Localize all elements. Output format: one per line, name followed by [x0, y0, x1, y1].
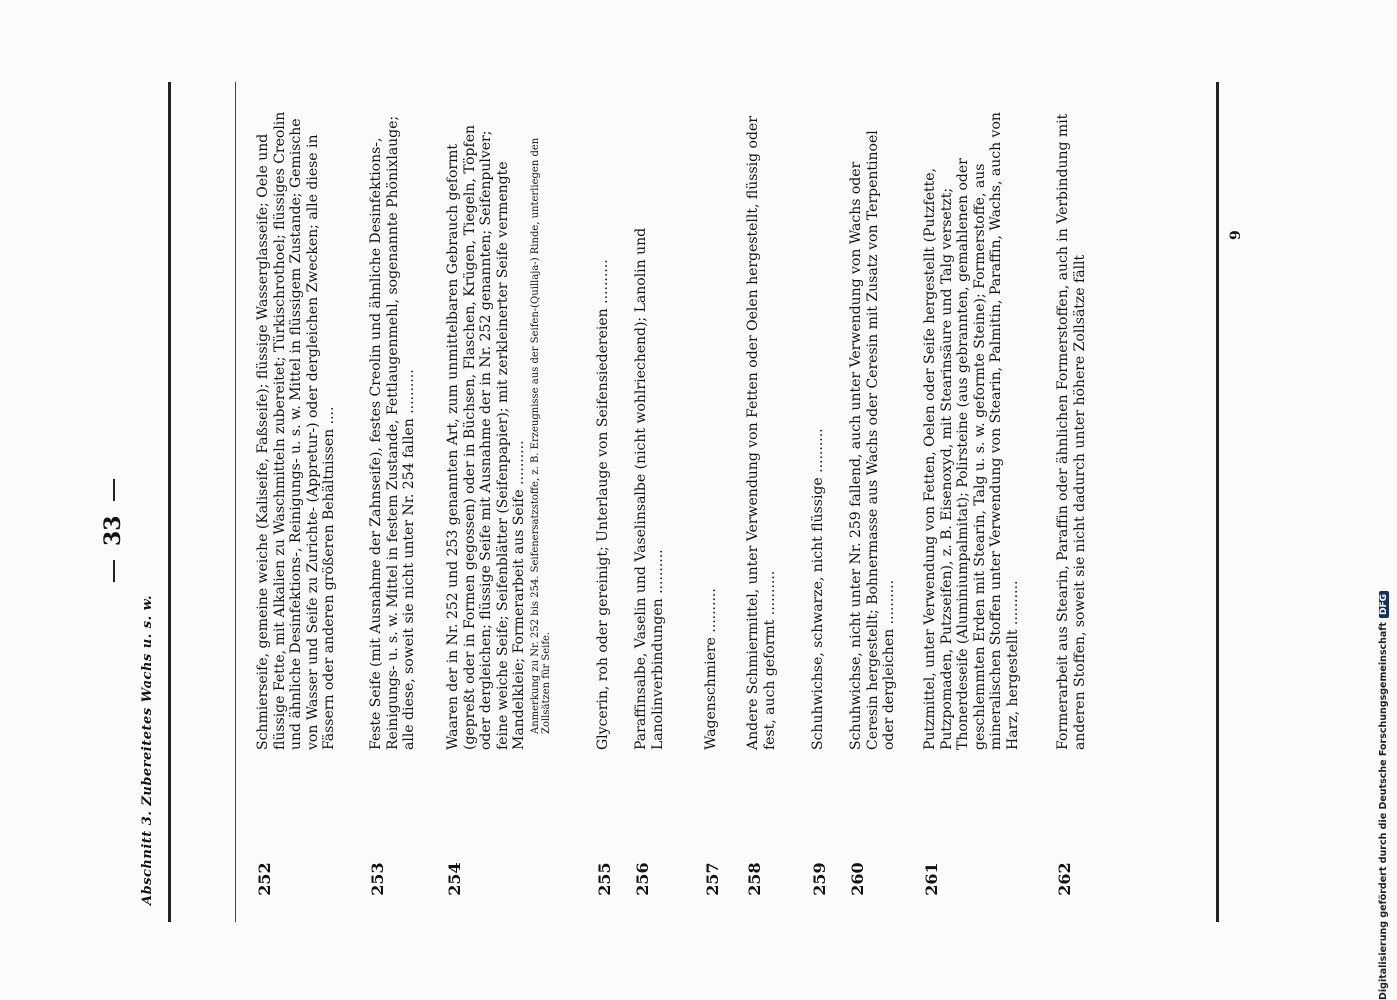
tariff-number: 260: [848, 862, 867, 896]
tariff-description: Putzmittel, unter Verwendung von Fetten, Oelen oder Seife hergestellt (Putzfette, Putzpomaden, Putzseifen), z. B. Eisenoxyd, mit Stearinsäure und Talg versetzt; Thonerdeseife (Aluminiumpalmitat); Polirsteine (aus gebrannten, gemahlenen oder geschlemmten Erden mit Stearin, Talg u. s. w. geformte Steine); Formerstoffe, aus mineralischen Stoffen unter Verwendung von Stearin, Palmitin, Paraffin, Wachs, auch von Harz, hergestellt ..........: [922, 112, 1021, 750]
tariff-description: Wagenschmiere ..........: [703, 588, 719, 750]
tariff-number: 258: [745, 862, 764, 896]
table-bottom-rule: [1216, 82, 1219, 922]
tariff-description: Schuhwichse, nicht unter Nr. 259 fallend, auch unter Verwendung von Wachs oder Ceresin hergestellt; Bohnermasse aus Wachs oder Ceresin mit Zusatz von Terpentinoel oder dergleichen ..........: [848, 130, 898, 750]
tariff-description: Schuhwichse, schwarze, nicht flüssige ..........: [810, 428, 826, 750]
tariff-number: 254: [445, 862, 464, 896]
tariff-number: 261: [922, 862, 941, 896]
tariff-description: Waaren der in Nr. 252 und 253 genannten Art, zum unmittelbaren Gebrauch geformt (gepreßt oder in Formen gegossen) oder in Büchsen, Flaschen, Krügen, Tiegeln, Töpfen oder dergleichen; flüssige Seife mit Ausnahme der in Nr. 252 genannten; Seifenpulver; feine weiche Seife; Seifenblätter (Seifenpapier); mit zerkleinerter Seife vermengte Mandelkleie; Formerarbeit aus Seife .......... Anmerkung zu Nr. 252 bis 254. Seifenersatzstoffe, z. B. Erzeugnisse aus der Seifen-(Quillaja-) Rinde, unterliegen den Zollsätzen für Seife.: [445, 110, 553, 750]
tariff-number: 256: [633, 862, 652, 896]
digitization-credit: Digitalisierung gefördert durch die Deutsche ForschungsgemeinschaftDFG: [1378, 0, 1389, 1000]
number-column-separator: [235, 82, 236, 922]
tariff-description: Glycerin, roh oder gereinigt; Unterlauge von Seifensiedereien ..........: [595, 259, 611, 750]
dash-right: [113, 479, 115, 501]
tariff-number: 253: [368, 862, 387, 896]
tariff-description: Paraffinsalbe, Vaselin und Vaselinsalbe (nicht wohlriechend); Lanolin und Lanolinverbindungen ..........: [633, 227, 666, 750]
table-top-rule: [168, 82, 171, 922]
page-number: 33: [100, 465, 126, 596]
tariff-note: Anmerkung zu Nr. 252 bis 254. Seifenersatzstoffe, z. B. Erzeugnisse aus der Seifen-(Quillaja-) Rinde, unterliegen den Zollsätzen für Seife.: [529, 137, 553, 734]
footer-page-number: 9: [1228, 230, 1244, 240]
tariff-number: 252: [255, 862, 274, 896]
tariff-number: 257: [703, 862, 722, 896]
tariff-description: Feste Seife (mit Ausnahme der Zahnseife), festes Creolin und ähnliche Desinfektions-, Reinigungs- u. s. w. Mittel in festem Zustande, Fettlaugenmehl, sogenannte Phönixlauge; alle diese, soweit sie nicht unter Nr. 254 fallen ..........: [368, 115, 418, 750]
tariff-description: Schmierseife, gemeine weiche (Kaliseife, Faßseife); flüssige Wasserglasseife; Oele und flüssige Fette, mit Alkalien zu Waschmitteln zubereitet; Türkischrothoel; flüssiges Creolin und ähnliche Desinfektions-, Reinigungs- u. s. w. Mittel in flüssigem Zustande; Gemische von Wasser und Seife zu Zurichte- (Appretur-) oder dergleichen Zwecken; alle diese in Fässern oder anderen größeren Behältnissen ....: [255, 111, 338, 750]
tariff-description: Andere Schmiermittel, unter Verwendung von Fetten oder Oelen hergestellt, flüssig oder fest, auch geformt ..........: [745, 116, 778, 750]
tariff-description: Formerarbeit aus Stearin, Paraffin oder ähnlichen Formerstoffen, auch in Verbindung mit anderen Stoffen, soweit sie nicht dadurch unter höhere Zollsätze fällt: [1055, 113, 1088, 750]
dash-left: [113, 560, 115, 582]
tariff-number: 262: [1055, 862, 1074, 896]
dfg-logo: DFG: [1379, 591, 1389, 618]
tariff-number: 259: [810, 862, 829, 896]
section-header: Abschnitt 3. Zubereitetes Wachs u. s. w.: [140, 594, 155, 905]
tariff-number: 255: [595, 862, 614, 896]
